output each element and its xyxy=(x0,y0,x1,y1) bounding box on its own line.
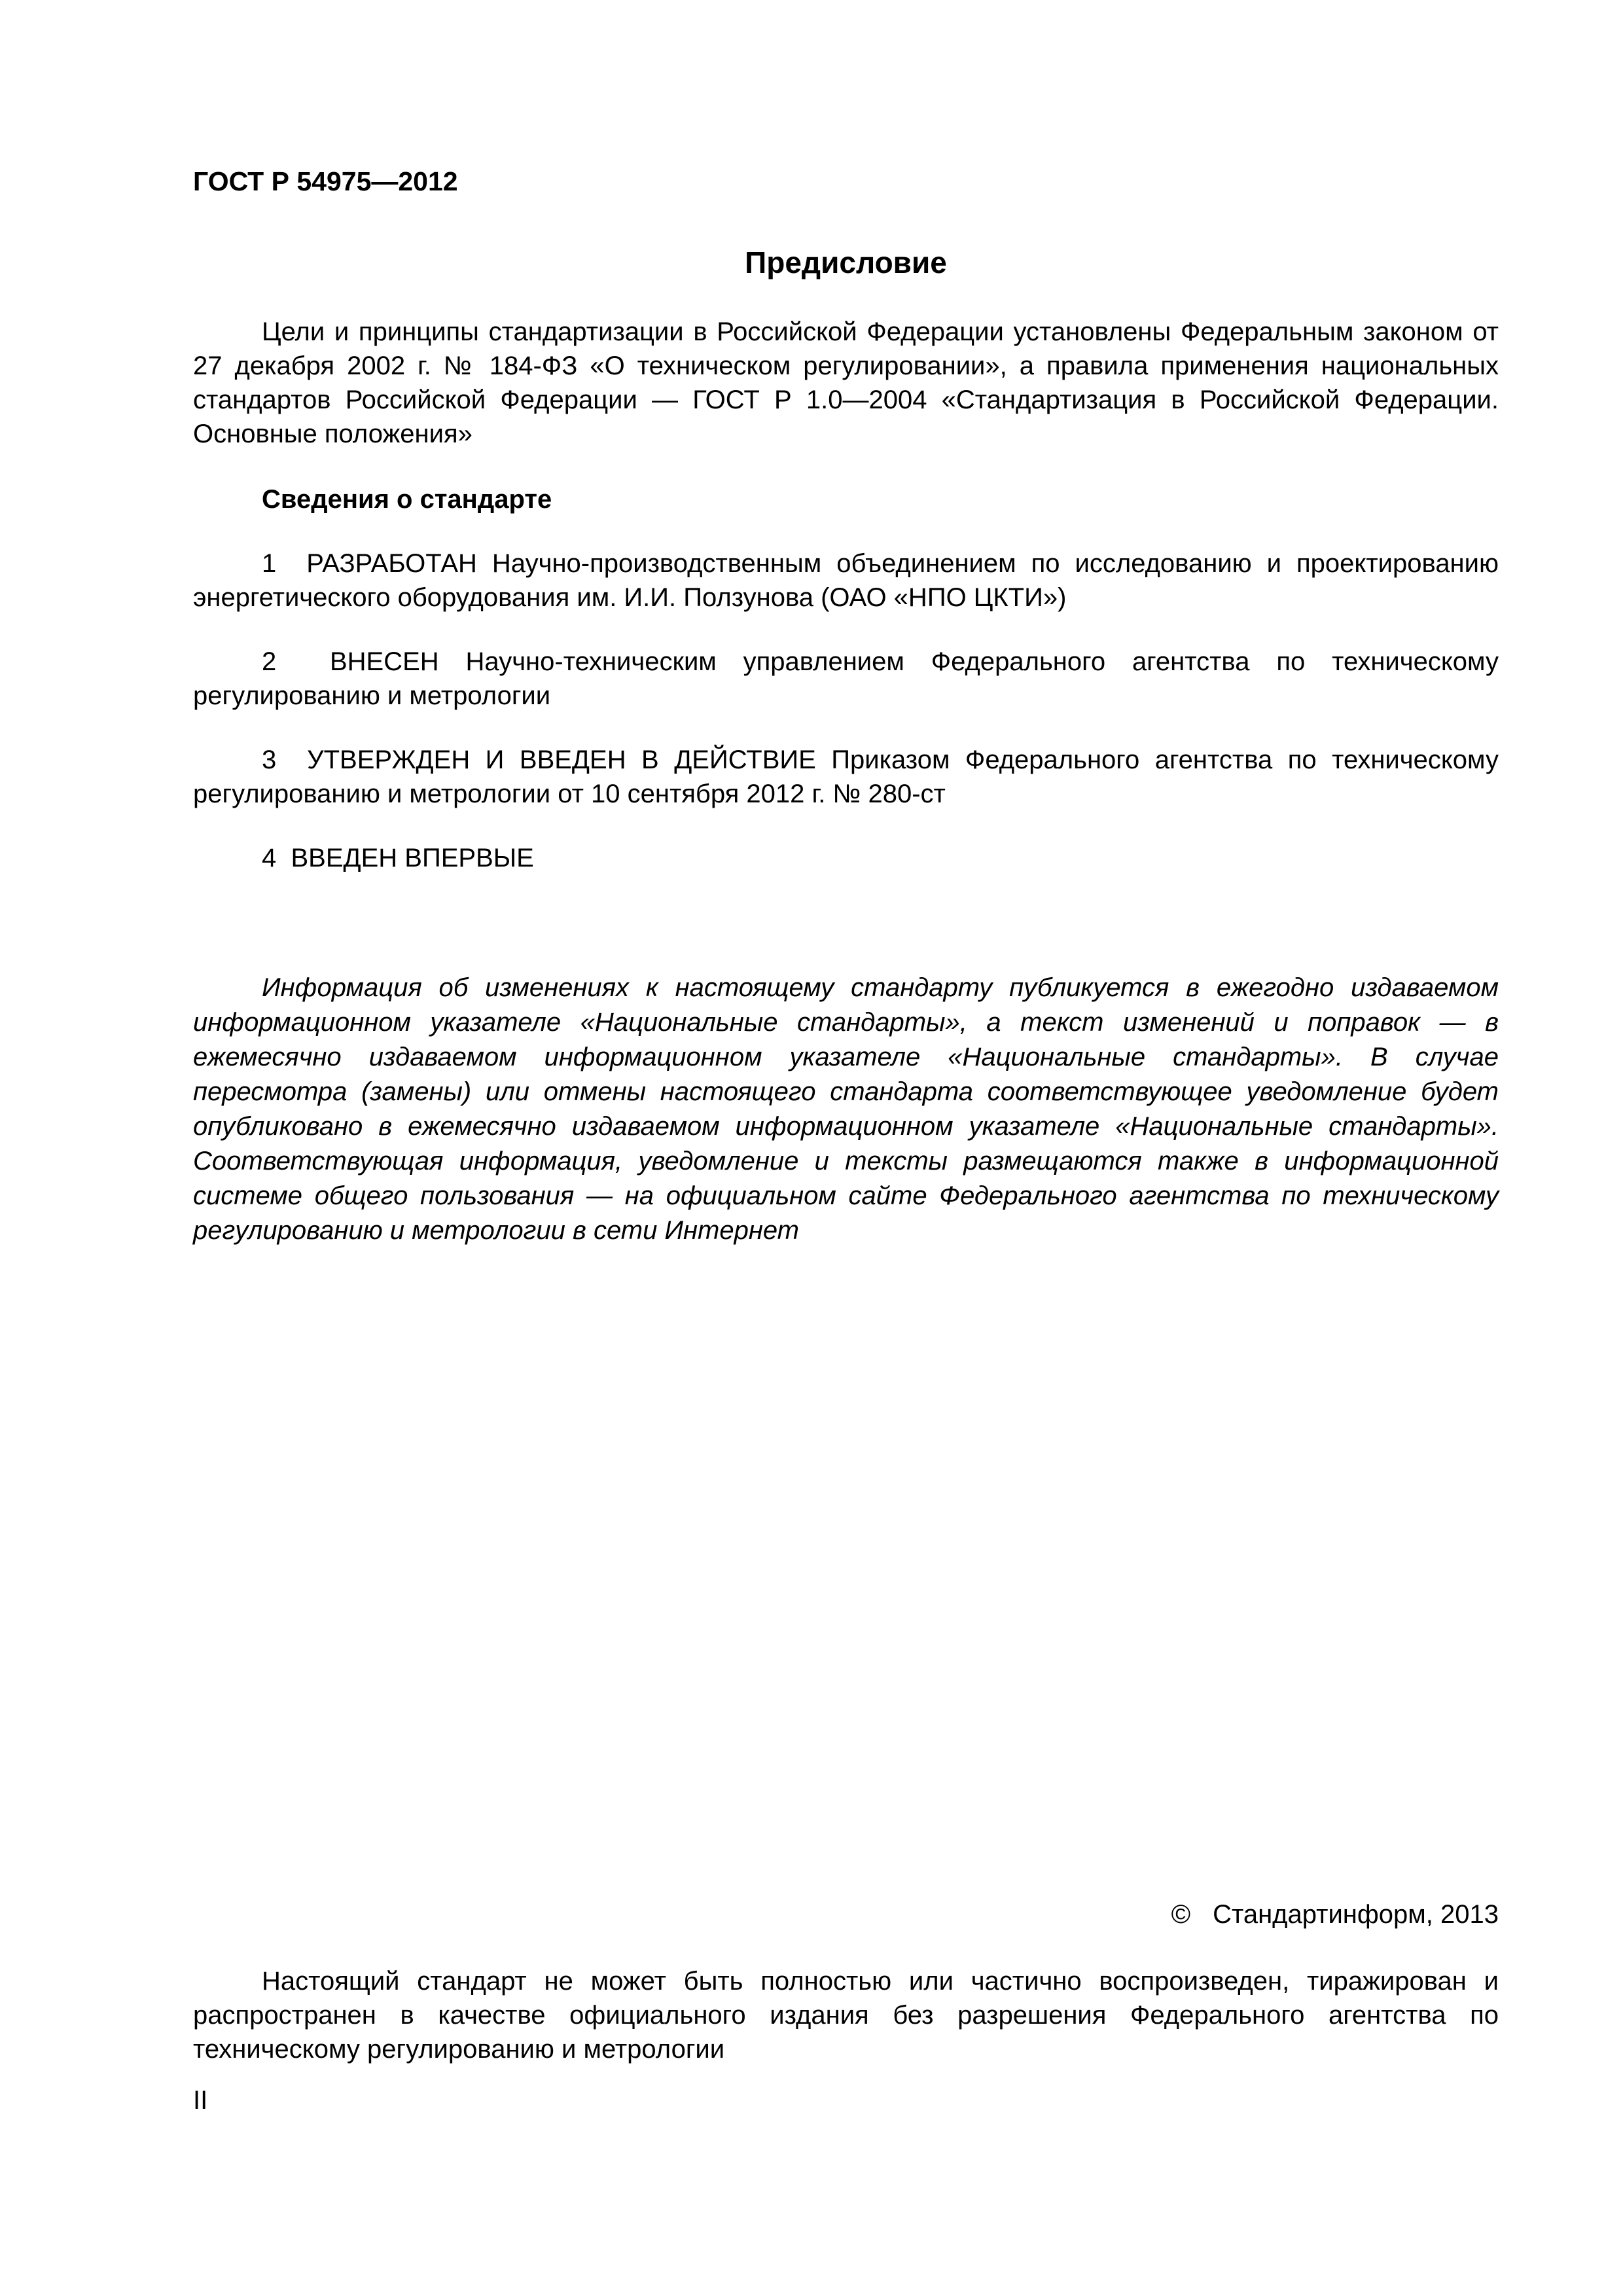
standard-info-item-approved: 3 УТВЕРЖДЕН И ВВЕДЕН В ДЕЙСТВИЕ Приказом Федерального агентства по техническому регулированию и метрологии от 10 сентября 2012 г. № 280-ст xyxy=(193,745,1499,809)
copyright-line xyxy=(1171,1897,1499,1931)
intro-paragraph: Цели и принципы стандартизации в Российской Федерации установлены Федеральным законом от 27 декабря 2002 г. № 184-ФЗ «О техническом регулировании», а правила применения национальных стандартов Российской Федерации — ГОСТ Р 1.0—2004 «Стандартизация в Российской Федерации. Основные положения» xyxy=(193,317,1499,449)
standard-info-item-first-introduced: 4 ВВЕДЕН ВПЕРВЫЕ xyxy=(262,844,534,873)
page-number: II xyxy=(193,2086,208,2115)
document-code: ГОСТ Р 54975—2012 xyxy=(193,166,458,196)
page-title: Предисловие xyxy=(745,245,947,280)
standard-info-item-submitted: 2 ВНЕСЕН Научно-техническим управлением Федерального агентства по техническому регулированию и метрологии xyxy=(193,647,1499,711)
standard-info-item-developed: 1 РАЗРАБОТАН Научно-производственным объединением по исследованию и проектированию энергетического оборудования им. И.И. Ползунова (ОАО «НПО ЦКТИ») xyxy=(193,549,1499,613)
standard-info-heading: Сведения о стандарте xyxy=(262,485,552,514)
amendments-note: Информация об изменениях к настоящему стандарту публикуется в ежегодно издаваемом информационном указателе «Национальные стандарты», а текст изменений и поправок — в ежемесячно издаваемом информационном указателе «Национальные стандарты». В случае пересмотра (замены) или отмены настоящего стандарта соответствующее уведомление будет опубликовано в ежемесячно издаваемом информационном указателе «Национальные стандарты». Соответствующая информация, уведомление и тексты размещаются также в информационной системе общего пользования — на официальном сайте Федерального агентства по техническому регулированию и метрологии в сети Интернет xyxy=(193,973,1499,1246)
reproduction-notice: Настоящий стандарт не может быть полностью или частично воспроизведен, тиражирован и распространен в качестве официального издания без разрешения Федерального агентства по техническому регулированию и метрологии xyxy=(193,1967,1499,2064)
copyright-symbol: © xyxy=(1171,1900,1191,1929)
copyright-text: Стандартинформ, 2013 xyxy=(1213,1900,1499,1929)
